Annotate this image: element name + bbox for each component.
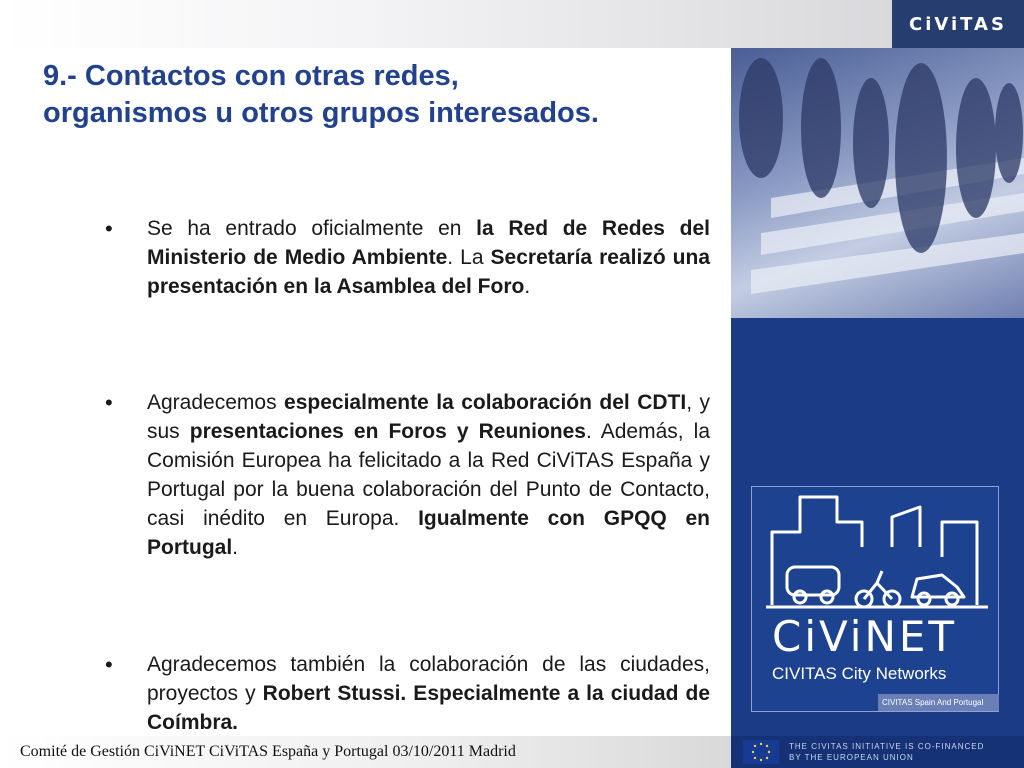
city-skyline-icon — [752, 487, 1000, 617]
footer-bar — [0, 736, 731, 768]
bullet-marker: • — [105, 216, 113, 241]
eu-funding-line: THE CIVITAS INITIATIVE IS CO-FINANCED — [789, 742, 985, 751]
bullet-segment: Agradecemos también la colaboración de las ciudades, proyectos y — [147, 653, 710, 705]
bullet-segment: especialmente la colaboración del CDTI — [284, 391, 687, 414]
bullet-marker: • — [105, 652, 113, 677]
bullet-segment: . La — [447, 246, 491, 269]
bullet-text — [147, 214, 710, 301]
crosswalk-image — [731, 48, 1024, 318]
civinet-subtitle: CIVITAS City Networks — [772, 664, 947, 683]
bullet-segment: . Además, la Comisión Europea ha felicitado a la Red CiViTAS España y Portugal por la buena colaboración del Punto de Contacto, casi inédito en Europa. — [147, 420, 710, 530]
eu-flag-icon — [743, 740, 779, 764]
bullet-item — [103, 388, 710, 562]
eu-funding-bar — [731, 736, 1024, 768]
bullet-segment: la Red de Redes del Ministerio de Medio Ambiente — [147, 217, 710, 269]
eu-funding-text — [789, 741, 984, 763]
bullet-segment: , y sus — [147, 391, 711, 443]
header-band — [0, 0, 892, 48]
bullet-item — [103, 650, 710, 737]
civitas-logo: CiViTAS — [892, 0, 1024, 48]
bullet-marker: • — [105, 390, 113, 415]
footer-text: Comité de Gestión CiViNET CiViTAS España y Portugal 03/10/2011 Madrid — [20, 743, 516, 760]
bullet-text — [147, 388, 710, 562]
bullet-segment: presentaciones en Foros y Reuniones — [189, 420, 586, 443]
civinet-wordmark: CiViNET — [772, 612, 958, 661]
bullet-segment: Igualmente con GPQQ en Portugal — [147, 507, 710, 559]
bullet-segment: Agradecemos — [147, 391, 285, 414]
bullet-segment: . — [524, 275, 531, 298]
bullet-segment: . — [232, 536, 239, 559]
bullet-text — [147, 650, 710, 737]
civinet-region-label: CIVITAS Spain And Portugal — [878, 694, 999, 711]
pedestrian-crowd-photo — [731, 48, 1024, 318]
bullet-segment: Se ha entrado oficialmente en — [147, 217, 477, 240]
bullet-segment: Robert Stussi. Especialmente a la ciudad de Coímbra. — [147, 682, 710, 734]
slide-title: 9.- Contactos con otras redes, organismos u otros grupos interesados. — [43, 60, 599, 129]
eu-funding-line: BY THE EUROPEAN UNION — [789, 753, 914, 762]
civinet-logo-panel — [751, 486, 999, 712]
bullet-segment: Secretaría realizó una presentación en la Asamblea del Foro — [147, 246, 710, 298]
bullet-item — [103, 214, 710, 301]
